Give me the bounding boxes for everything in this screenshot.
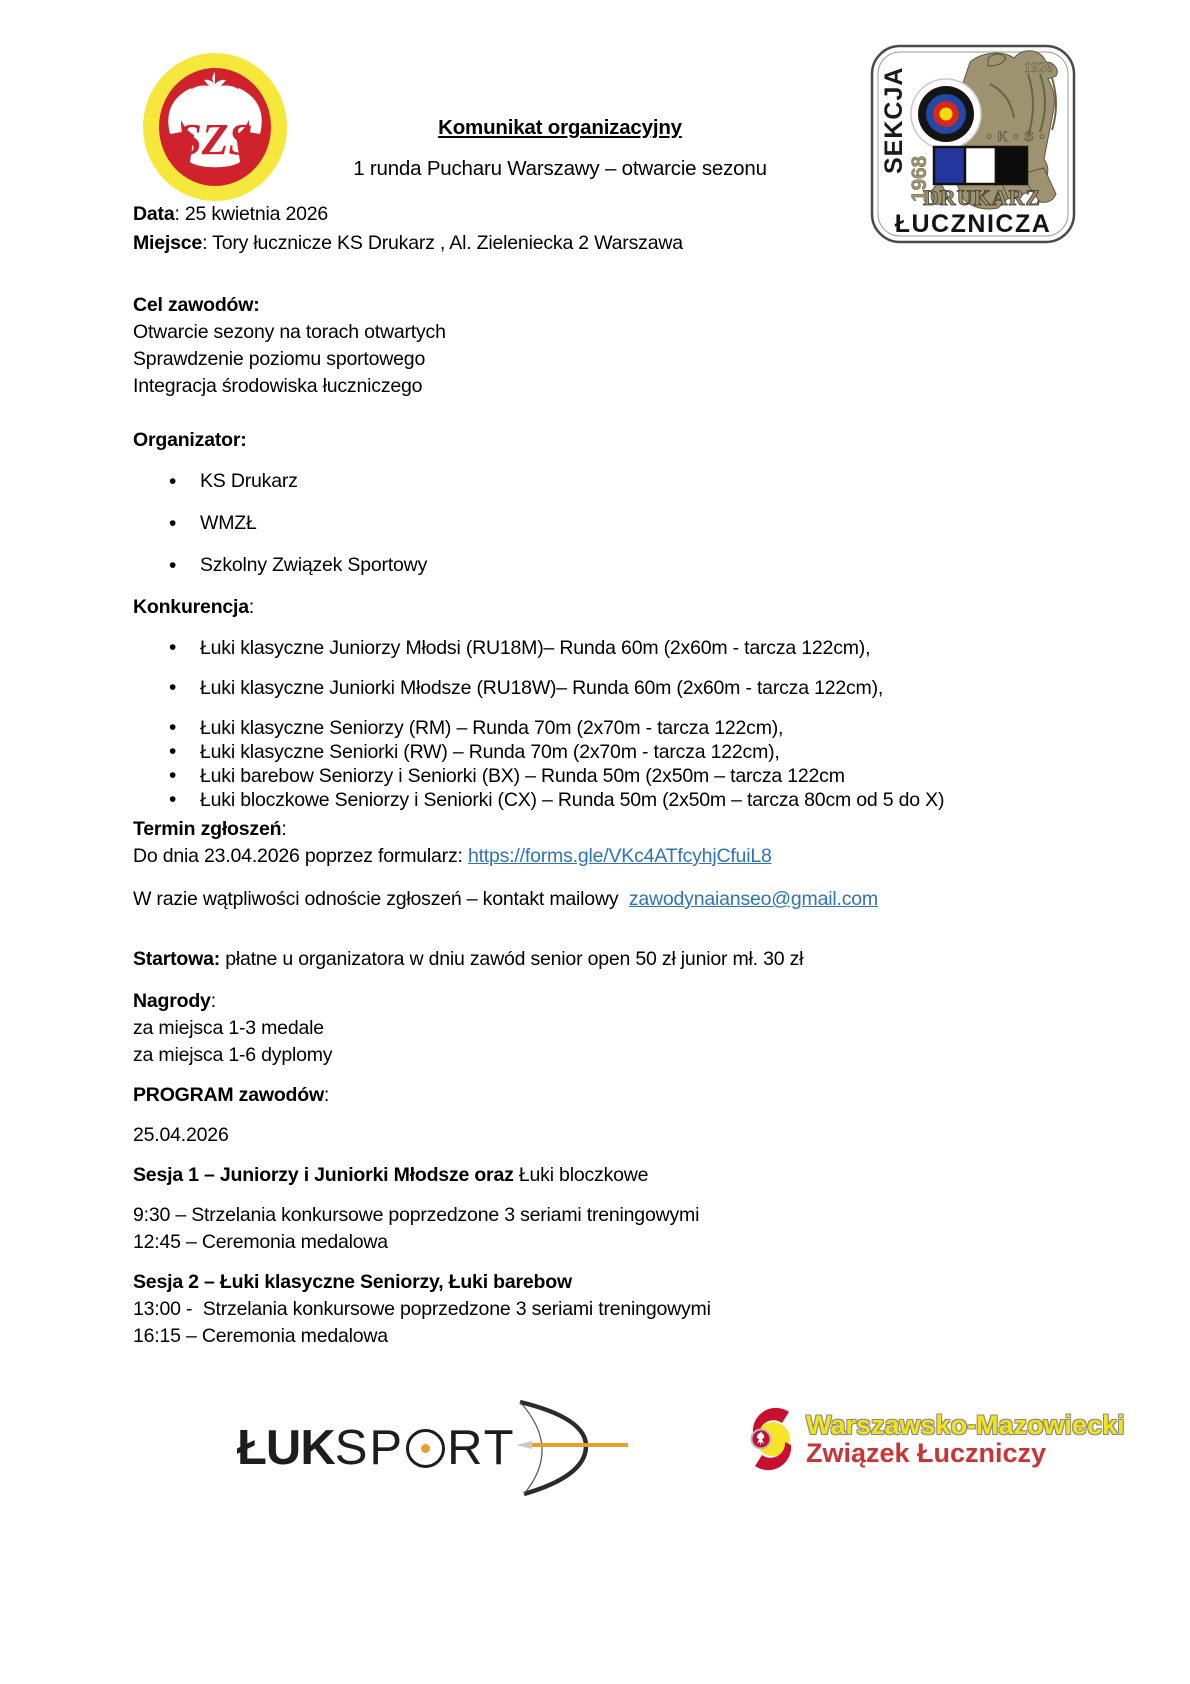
- luksport-wordmark: ŁUK SP RT: [237, 1421, 516, 1475]
- list-item: • KS Drukarz: [133, 468, 1093, 495]
- location-label: Miejsce: [133, 232, 203, 254]
- svg-text:1926: 1926: [1023, 60, 1053, 76]
- contact-email-link[interactable]: zawodynaianseo@gmail.com: [628, 888, 878, 910]
- organizer-heading: Organizator:: [133, 429, 247, 451]
- session1-line: 9:30 – Strzelania konkursowe poprzedzone 3 seriami treningowymi: [133, 1204, 700, 1226]
- svg-text:SZS: SZS: [177, 115, 253, 164]
- registration-form-link[interactable]: https://forms.gle/VKc4ATfcyhjCfuiL8: [467, 845, 772, 867]
- document-body: [133, 200, 1093, 1350]
- list-item: • Łuki klasyczne Juniorzy Młodsi (RU18M)– Runda 60m (2x60m - tarcza 122cm),: [133, 636, 1093, 660]
- page-title: Komunikat organizacyjny: [438, 116, 682, 139]
- contact-line: W razie wątpliwości odnoście zgłoszeń – kontakt mailowy zawodynaianseo@gmail.com: [133, 888, 878, 910]
- wmzl-association-text: Związek Łuczniczy: [806, 1438, 1047, 1468]
- wmzl-region-text: Warszawsko-Mazowiecki: [806, 1409, 1125, 1440]
- session1-line: 12:45 – Ceremonia medalowa: [133, 1231, 388, 1253]
- svg-text:• K • S •: • K • S •: [986, 128, 1046, 144]
- list-item: • Szkolny Związek Sportowy: [133, 552, 1093, 579]
- svg-text:DRUKARZ: DRUKARZ: [922, 185, 1042, 210]
- luksport-logo: [237, 1400, 632, 1496]
- program-date: 25.04.2026: [133, 1124, 229, 1146]
- prizes-line: za miejsca 1-3 medale: [133, 1017, 324, 1039]
- svg-text:1968: 1968: [908, 156, 931, 202]
- szs-logo: [142, 52, 288, 202]
- goal-line: Sprawdzenie poziomu sportowego: [133, 348, 426, 370]
- goal-line: Integracja środowiska łuczniczego: [133, 375, 423, 397]
- date-line: Data: 25 kwietnia 2026: [133, 203, 329, 225]
- location-line: Miejsce: Tory łucznicze KS Drukarz , Al. Zieleniecka 2 Warszawa: [133, 232, 683, 254]
- luksport-luk-text: ŁUK: [237, 1421, 335, 1475]
- competition-heading: Konkurencja:: [133, 596, 255, 618]
- list-item: • WMZŁ: [133, 510, 1093, 537]
- deadline-line: Do dnia 23.04.2026 poprzez formularz: https://forms.gle/VKc4ATfcyhjCfuiL8: [133, 845, 772, 867]
- session2-line: 16:15 – Ceremonia medalowa: [133, 1325, 388, 1347]
- prizes-heading: Nagrody:: [133, 990, 216, 1012]
- wmzl-logo: [746, 1406, 1125, 1472]
- wmzl-emblem-icon: [746, 1406, 798, 1472]
- competition-list: [133, 636, 1093, 812]
- svg-text:ŁUCZNICZA: ŁUCZNICZA: [894, 210, 1052, 238]
- date-label: Data: [133, 203, 175, 225]
- list-item: • Łuki klasyczne Juniorki Młodsze (RU18W)– Runda 60m (2x60m - tarcza 122cm),: [133, 676, 1093, 700]
- goal-heading: Cel zawodów:: [133, 294, 260, 316]
- list-item: • Łuki barebow Seniorzy i Seniorki (BX) – Runda 50m (2x50m – tarcza 122cm: [133, 764, 1093, 788]
- session2-line: 13:00 - Strzelania konkursowe poprzedzone 3 seriami treningowymi: [133, 1298, 711, 1320]
- bow-and-arrow-icon: [502, 1398, 632, 1498]
- entry-fee-label: Startowa:: [133, 948, 221, 970]
- wmzl-text: [806, 1411, 1125, 1468]
- session1-heading: Sesja 1 – Juniorzy i Juniorki Młodsze oraz Łuki bloczkowe: [133, 1164, 649, 1186]
- svg-text:SEKCJA: SEKCJA: [880, 66, 908, 174]
- target-ring-icon: [406, 1429, 445, 1468]
- organizer-list: [133, 468, 1093, 579]
- program-heading: PROGRAM zawodów:: [133, 1084, 330, 1106]
- deadline-heading: Termin zgłoszeń:: [133, 818, 287, 840]
- list-item: • Łuki bloczkowe Seniorzy i Seniorki (CX) – Runda 50m (2x50m – tarcza 80cm od 5 do X): [133, 788, 1093, 812]
- szs-eagle-icon: [142, 52, 288, 202]
- list-item: • Łuki klasyczne Seniorzy (RM) – Runda 70m (2x70m - tarcza 122cm),: [133, 716, 1093, 740]
- header-title-block: [330, 116, 790, 181]
- page-subtitle: 1 runda Pucharu Warszawy – otwarcie sezonu: [353, 157, 767, 180]
- list-item: • Łuki klasyczne Seniorki (RW) – Runda 70m (2x70m - tarcza 122cm),: [133, 740, 1093, 764]
- entry-fee-line: Startowa: płatne u organizatora w dniu zawód senior open 50 zł junior mł. 30 zł: [133, 948, 804, 970]
- session2-heading: Sesja 2 – Łuki klasyczne Seniorzy, Łuki barebow: [133, 1271, 572, 1293]
- prizes-line: za miejsca 1-6 dyplomy: [133, 1044, 333, 1066]
- goal-line: Otwarcie sezony na torach otwartych: [133, 321, 446, 343]
